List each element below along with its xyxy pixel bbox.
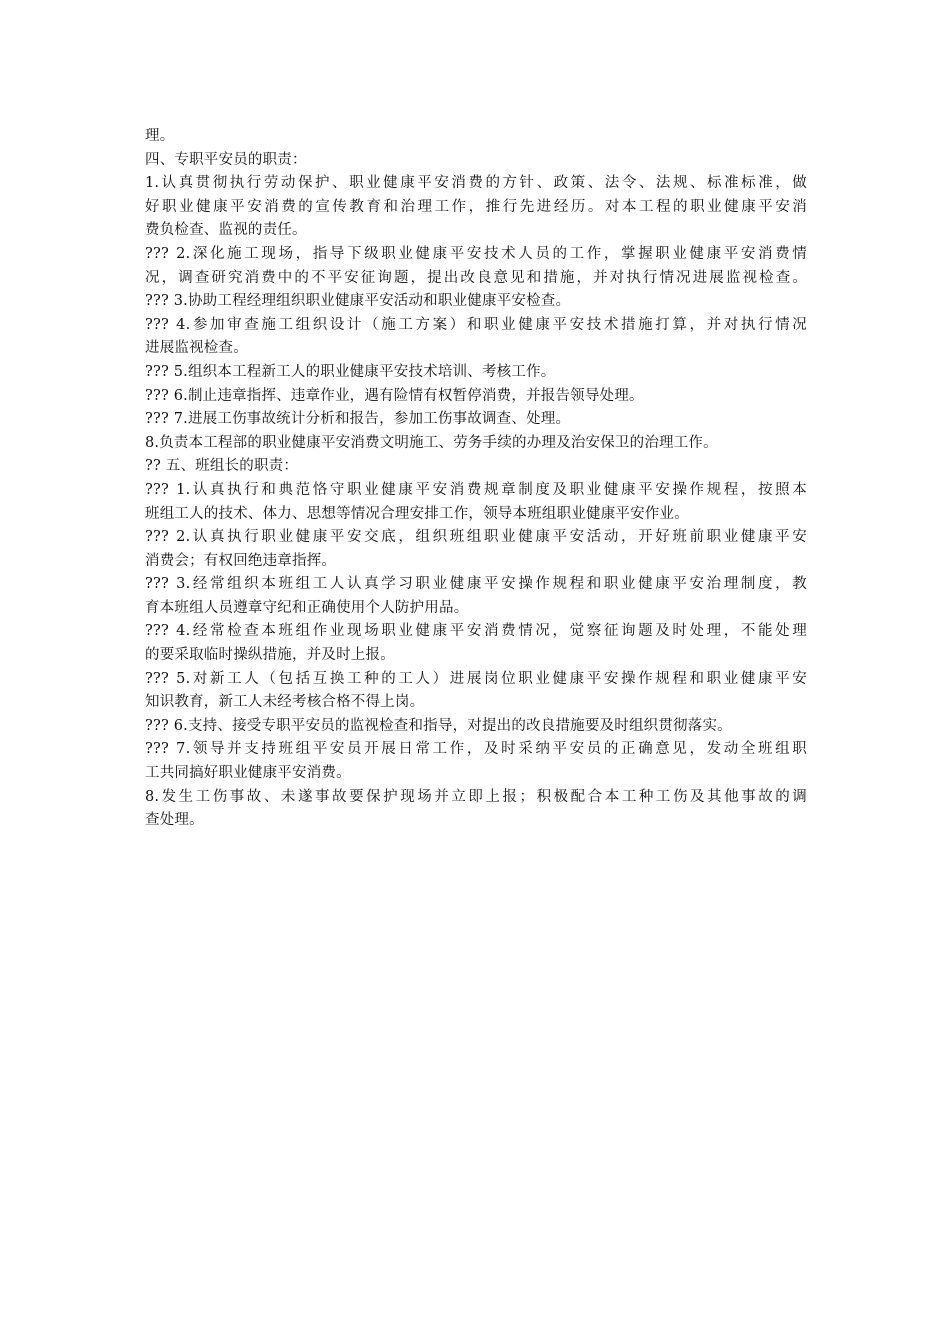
text-line: 1.认真贯彻执行劳动保护、职业健康平安消费的方针、政策、法令、法规、标准标准，做 [145, 175, 807, 192]
text-line: ??? 5.对新工人（包括互换工种的工人）进展岗位职业健康平安操作规程和职业健康平安 [145, 670, 807, 687]
text-line: 查处理。 [145, 812, 204, 829]
text-line: 工共同搞好职业健康平安消费。 [145, 765, 351, 782]
text-line: 消费会；有权回绝违章指挥。 [145, 552, 337, 569]
text-line: ??? 3.协助工程经理组织职业健康平安活动和职业健康平安检查。 [145, 293, 571, 310]
text-line: ??? 7.领导并支持班组平安员开展日常工作，及时采纳平安员的正确意见，发动全班组职 [145, 741, 807, 758]
text-line: 知识教育，新工人未经考核合格不得上岗。 [145, 694, 425, 711]
text-line: ??? 6.支持、接受专职平安员的监视检查和指导，对提出的改良措施要及时组织贯彻落实。 [145, 717, 732, 734]
text-line: 况，调查研究消费中的不平安征询题，提出改良意见和措施，并对执行情况进展监视检查。 [145, 269, 807, 286]
document-body [145, 125, 807, 833]
text-line: ?? 五、班组长的职责： [145, 458, 299, 475]
text-line: ??? 6.制止违章指挥、违章作业，遇有险情有权暂停消费，并报告领导处理。 [145, 387, 644, 404]
text-line: ??? 4.参加审查施工组织设计（施工方案）和职业健康平安技术措施打算，并对执行情况 [145, 316, 807, 333]
text-line: 四、专职平安员的职责： [145, 151, 307, 168]
text-line: ??? 2.认真执行职业健康平安交底，组织班组职业健康平安活动，开好班前职业健康平安 [145, 529, 807, 546]
text-line: ??? 1.认真执行和典范恪守职业健康平安消费规章制度及职业健康平安操作规程，按照本 [145, 481, 807, 498]
text-line: ??? 3.经常组织本班组工人认真学习职业健康平安操作规程和职业健康平安治理制度，教 [145, 576, 807, 593]
text-line: ??? 7.进展工伤事故统计分析和报告，参加工伤事故调查、处理。 [145, 411, 571, 428]
text-line: 育本班组人员遵章守纪和正确使用个人防护用品。 [145, 599, 469, 616]
text-line: 8.负责本工程部的职业健康平安消费文明施工、劳务手续的办理及治安保卫的治理工作。 [145, 434, 718, 451]
text-line: 8.发生工伤事故、未遂事故要保护现场并立即上报；积极配合本工种工伤及其他事故的调 [145, 788, 807, 805]
text-line: ??? 4.经常检查本班组作业现场职业健康平安消费情况，觉察征询题及时处理，不能处理 [145, 623, 807, 640]
text-line: 的要采取临时操纵措施，并及时上报。 [145, 647, 395, 664]
text-line: ??? 5.组织本工程新工人的职业健康平安技术培训、考核工作。 [145, 363, 556, 380]
text-line: 好职业健康平安消费的宣传教育和治理工作，推行先进经历。对本工程的职业健康平安消 [145, 198, 807, 215]
text-line: 费负检查、监视的责任。 [145, 222, 307, 239]
text-line: 进展监视检查。 [145, 340, 248, 357]
text-line: 理。 [145, 128, 175, 144]
text-line: 班组工人的技术、体力、思想等情况合理安排工作，领导本班组职业健康平安作业。 [145, 505, 689, 522]
text-line: ??? 2.深化施工现场，指导下级职业健康平安技术人员的工作，掌握职业健康平安消费情 [145, 245, 807, 262]
